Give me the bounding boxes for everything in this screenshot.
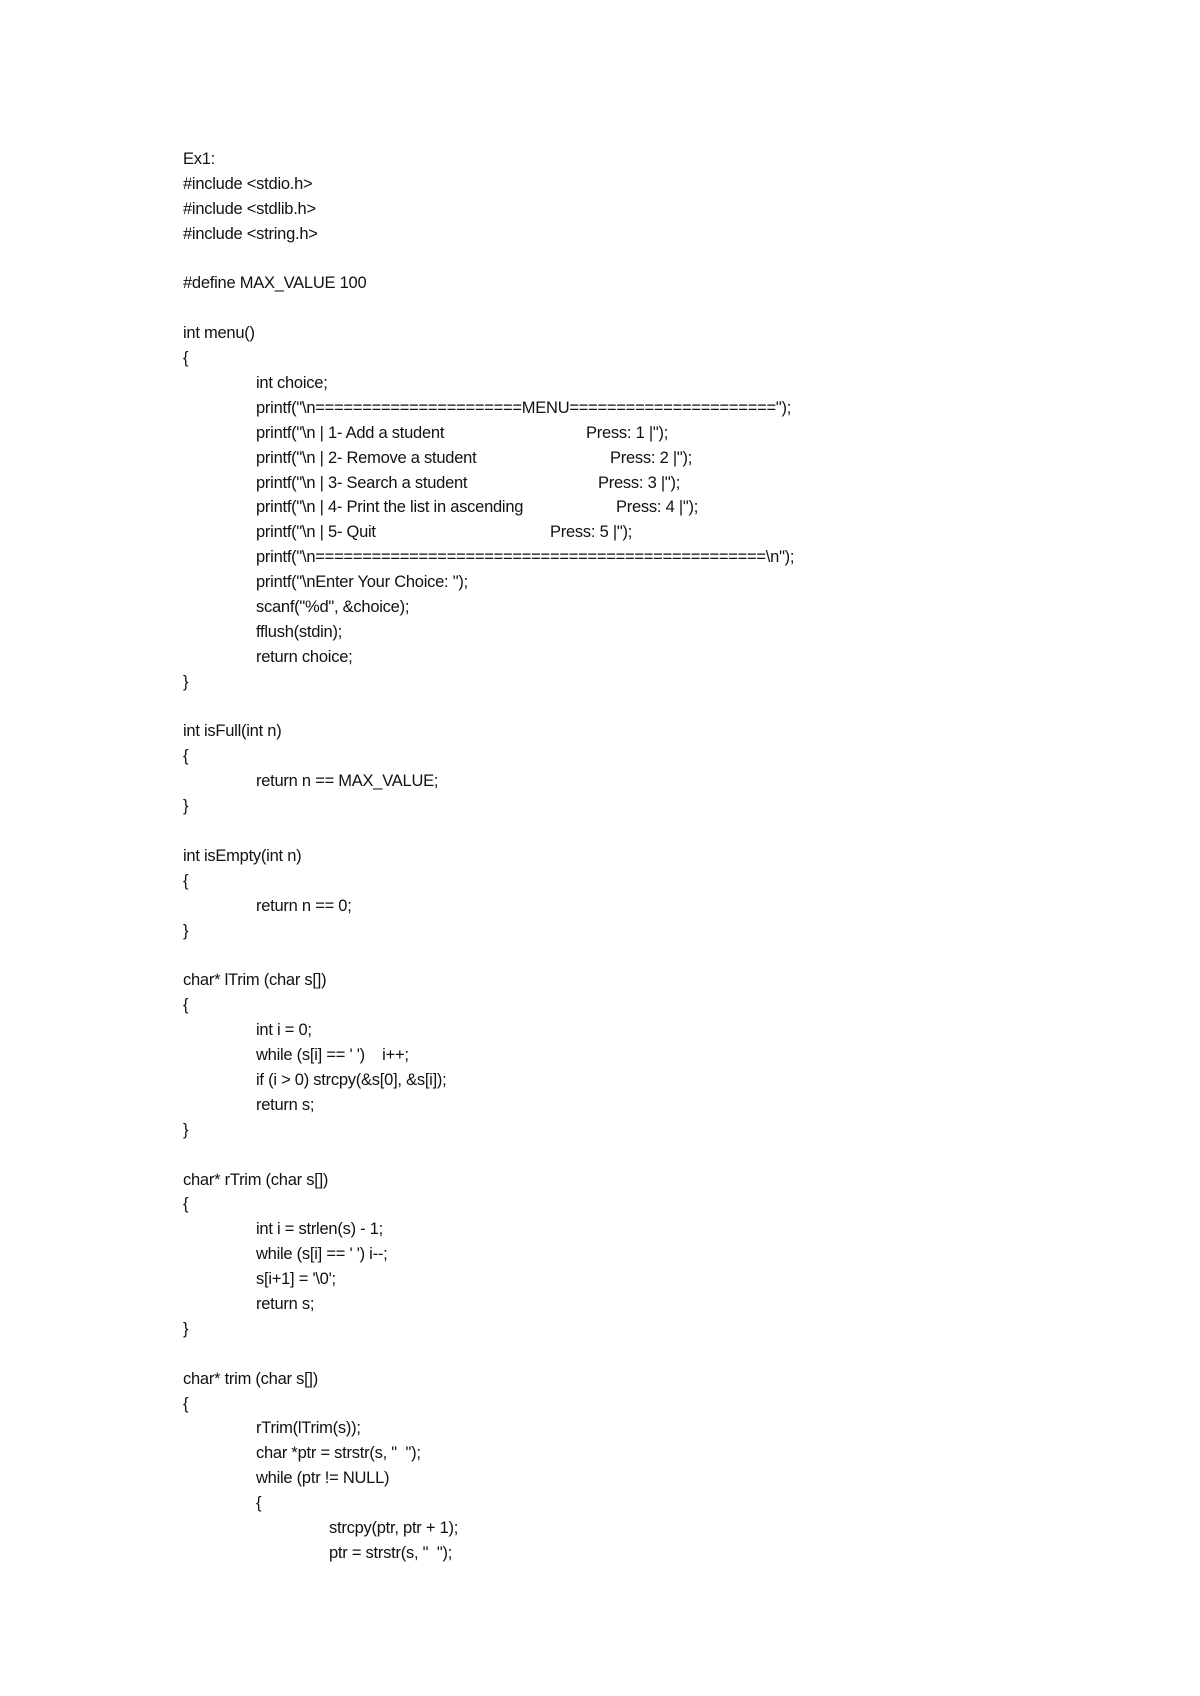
code-line: printf("\n================================================\n"); bbox=[256, 548, 795, 567]
menu-option-text: printf("\n | 3- Search a student bbox=[256, 473, 468, 492]
code-line bbox=[183, 446, 1143, 471]
code-line: return n == 0; bbox=[256, 896, 352, 915]
code-line: fflush(stdin); bbox=[256, 622, 343, 641]
menu-option-key: Press: 1 |"); bbox=[586, 423, 669, 442]
code-line: char* trim (char s[]) bbox=[183, 1369, 319, 1388]
code-line: strcpy(ptr, ptr + 1); bbox=[329, 1518, 459, 1537]
code-line: } bbox=[183, 797, 189, 816]
code-line: char* lTrim (char s[]) bbox=[183, 971, 327, 990]
code-line: int menu() bbox=[183, 324, 255, 343]
code-line bbox=[183, 520, 1143, 545]
code-line: } bbox=[183, 921, 189, 940]
code-line: rTrim(lTrim(s)); bbox=[256, 1419, 361, 1438]
code-line: return s; bbox=[256, 1294, 315, 1313]
blank-line bbox=[183, 296, 1143, 321]
code-line: } bbox=[183, 1319, 189, 1338]
blank-line bbox=[183, 819, 1143, 844]
code-line: } bbox=[183, 1120, 189, 1139]
code-line: int i = strlen(s) - 1; bbox=[256, 1220, 383, 1239]
code-line: { bbox=[256, 1494, 262, 1513]
code-line: s[i+1] = '\0'; bbox=[256, 1270, 336, 1289]
menu-option-text: printf("\n | 2- Remove a student bbox=[256, 448, 477, 467]
code-line bbox=[183, 495, 1143, 520]
menu-option-key: Press: 4 |"); bbox=[616, 498, 699, 517]
code-line: { bbox=[183, 1394, 189, 1413]
blank-line bbox=[183, 695, 1143, 720]
menu-option-text: printf("\n | 4- Print the list in ascending bbox=[256, 498, 524, 517]
code-line: return s; bbox=[256, 1095, 315, 1114]
code-line: while (s[i] == ' ') i++; bbox=[256, 1046, 409, 1065]
code-line: int choice; bbox=[256, 374, 328, 393]
code-line: #define MAX_VALUE 100 bbox=[183, 274, 367, 293]
code-line bbox=[183, 471, 1143, 496]
code-line: scanf("%d", &choice); bbox=[256, 598, 410, 617]
code-line: #include <stdlib.h> bbox=[183, 199, 316, 218]
code-line: { bbox=[183, 747, 189, 766]
code-line: while (ptr != NULL) bbox=[256, 1469, 390, 1488]
code-line: int i = 0; bbox=[256, 1021, 312, 1040]
menu-option-key: Press: 3 |"); bbox=[598, 473, 681, 492]
menu-option-key: Press: 2 |"); bbox=[610, 448, 693, 467]
menu-option-key: Press: 5 |"); bbox=[550, 523, 633, 542]
code-line: return n == MAX_VALUE; bbox=[256, 772, 439, 791]
code-listing bbox=[183, 147, 1143, 1566]
code-line: } bbox=[183, 672, 189, 691]
code-line: printf("\n======================MENU======================"); bbox=[256, 398, 792, 417]
code-line: ptr = strstr(s, " "); bbox=[329, 1543, 453, 1562]
code-line: int isFull(int n) bbox=[183, 722, 282, 741]
code-line: { bbox=[183, 1195, 189, 1214]
code-line bbox=[183, 421, 1143, 446]
code-line: #include <stdio.h> bbox=[183, 174, 313, 193]
code-line: char *ptr = strstr(s, " "); bbox=[256, 1444, 421, 1463]
blank-line bbox=[183, 247, 1143, 272]
blank-line bbox=[183, 1143, 1143, 1168]
code-line: { bbox=[183, 996, 189, 1015]
blank-line bbox=[183, 1342, 1143, 1367]
code-line: return choice; bbox=[256, 647, 353, 666]
code-line: if (i > 0) strcpy(&s[0], &s[i]); bbox=[256, 1070, 447, 1089]
code-line: #include <string.h> bbox=[183, 224, 318, 243]
code-line: Ex1: bbox=[183, 150, 216, 168]
code-line: { bbox=[183, 349, 189, 368]
code-line: char* rTrim (char s[]) bbox=[183, 1170, 329, 1189]
blank-line bbox=[183, 944, 1143, 969]
menu-option-text: printf("\n | 1- Add a student bbox=[256, 423, 445, 442]
menu-option-text: printf("\n | 5- Quit bbox=[256, 523, 376, 542]
code-line: { bbox=[183, 871, 189, 890]
code-line: printf("\nEnter Your Choice: "); bbox=[256, 573, 468, 592]
code-line: while (s[i] == ' ') i--; bbox=[256, 1245, 388, 1264]
code-line: int isEmpty(int n) bbox=[183, 846, 302, 865]
